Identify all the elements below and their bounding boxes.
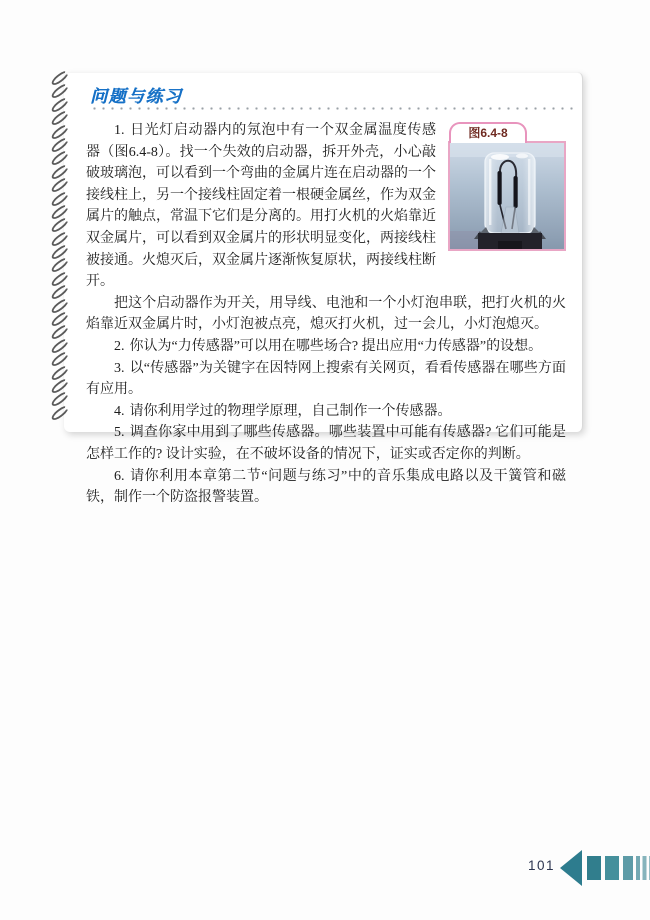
neon-bulb-illustration	[450, 143, 566, 251]
exercise-item-6	[86, 466, 566, 509]
left-arrow-icon	[557, 847, 650, 889]
item-number: 6.	[114, 468, 125, 484]
item-text: 把这个启动器作为开关，用导线、电池和一个小灯泡串联，把打火机的火焰靠近双金属片时，小灯泡被点亮，熄灭打火机，过一会儿，小灯泡熄灭。	[86, 295, 566, 333]
exercise-item-3	[86, 358, 566, 401]
spiral-binding	[50, 74, 84, 434]
dotted-rule	[90, 106, 575, 111]
page-number: 101	[528, 858, 556, 873]
figure-label: 图6.4-8	[449, 122, 527, 143]
section-title: 问题与练习	[90, 87, 183, 106]
item-text: 请你利用学过的物理学原理，自己制作一个传感器。	[129, 403, 452, 419]
item-number: 1.	[114, 123, 125, 138]
exercise-item-1-continued	[86, 293, 566, 336]
item-text: 调查你家中用到了哪些传感器。哪些装置中可能有传感器? 它们可能是怎样工作的? 设计实验，在不破坏设备的情况下，证实或否定你的判断。	[86, 425, 566, 462]
item-text: 请你利用本章第二节“问题与练习”中的音乐集成电路以及干簧管和磁铁，制作一个防盗报警装置。	[86, 468, 566, 506]
exercise-item-2	[86, 336, 566, 358]
item-number: 5.	[114, 425, 125, 441]
exercise-item-5	[86, 422, 566, 465]
item-text: 你认为“力传感器”可以用在哪些场合? 提出应用“力传感器”的设想。	[129, 338, 543, 354]
item-number: 4.	[114, 403, 125, 419]
item-number: 3.	[114, 360, 125, 376]
item-text: 日光灯启动器内的氖泡中有一个双金属温度传感器（图6.4-8）。找一个失效的启动器，拆开外壳，小心敲破玻璃泡，可以看到一个弯曲的金属片连在启动器的一个接线柱上，另一个接线柱固定着一根硬金属丝，作为双金属片的触点，常温下它们是分离的。用打火机的火焰靠近双金属片，可以看到双金属片的形状明显变化，两接线柱被接通。火熄灭后，双金属片逐渐恢复原状，两接线柱断开。	[86, 123, 436, 290]
item-number: 2.	[114, 338, 125, 354]
exercise-content	[86, 120, 566, 509]
item-text: 以“传感器”为关键字在因特网上搜索有关网页，看看传感器在哪些方面有应用。	[86, 360, 566, 398]
notebook-paper	[64, 72, 583, 506]
exercise-item-4	[86, 401, 566, 423]
starter-bulb-photo	[448, 141, 566, 251]
figure-box	[448, 122, 566, 251]
